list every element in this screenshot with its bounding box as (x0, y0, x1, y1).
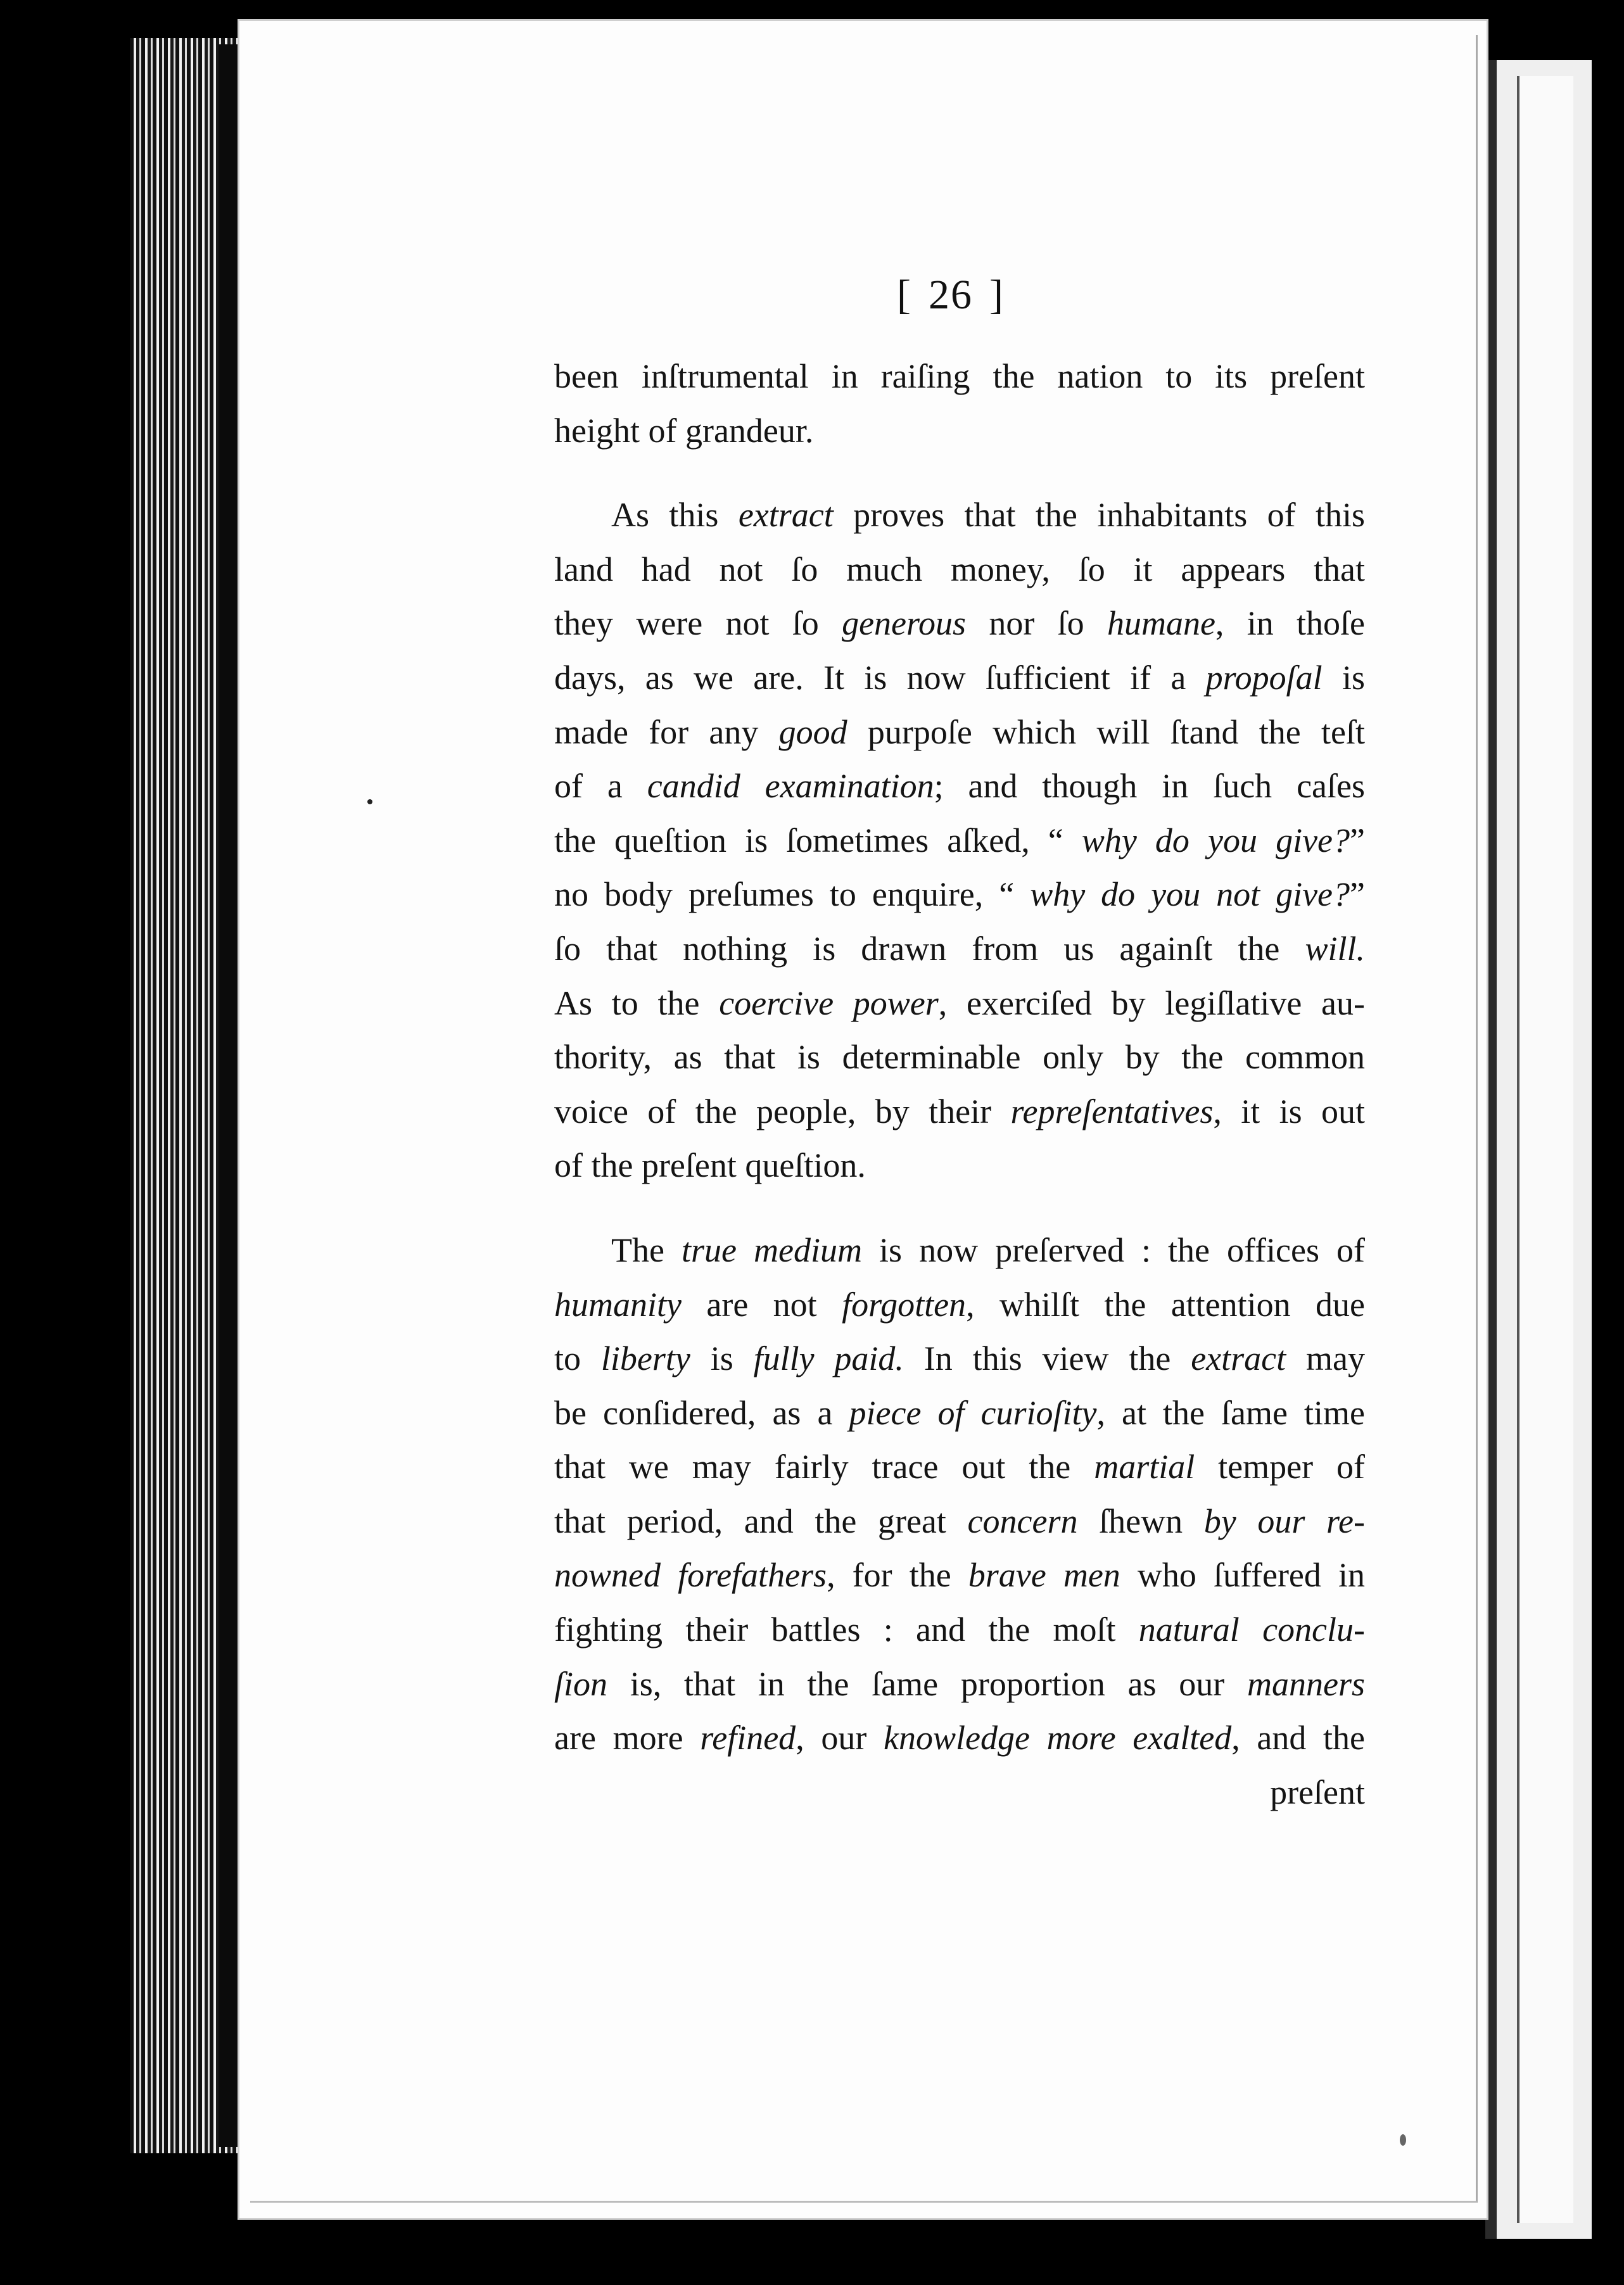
italic-text: brave men (968, 1556, 1120, 1595)
italic-text: piece of curioſity (849, 1393, 1097, 1432)
text-line: voice of the people, by their repreſentatives, it is out (554, 1092, 1365, 1130)
text-line: they were not ſo generous nor ſo humane, in thoſe (554, 604, 1365, 643)
italic-text: repreſentatives (1010, 1092, 1214, 1130)
italic-text: refined (700, 1719, 796, 1757)
text-line: of a candid examination; and though in ſuch caſes (554, 767, 1365, 806)
italic-text: nowned forefathers (554, 1556, 827, 1595)
text-line: been inſtrumental in raiſing the nation to its preſent (554, 357, 1365, 395)
bracket-left: [ (897, 272, 912, 318)
italic-text: fully paid. (753, 1339, 904, 1378)
text-line: be conſidered, as a piece of curioſity, at the ſame time (554, 1393, 1366, 1432)
italic-text: humanity (554, 1285, 682, 1324)
text-line: ſo that nothing is drawn from us againſt the will. (554, 929, 1365, 968)
text-line: humanity are not forgotten, whilſt the attention due (554, 1285, 1365, 1324)
text-line: height of grandeur. (554, 411, 814, 450)
italic-text: forgotten (842, 1285, 967, 1324)
text-line: ſion is, that in the ſame proportion as our manners (554, 1664, 1365, 1703)
facing-page-inner (1517, 76, 1573, 2223)
paragraph-gap (554, 1193, 1365, 1224)
italic-text: martial (1094, 1448, 1195, 1486)
italic-text: humane (1107, 604, 1215, 643)
body-text (554, 350, 1365, 1820)
italic-text: propoſal (1205, 658, 1323, 697)
text-line: that we may fairly trace out the martial temper of (554, 1448, 1365, 1486)
italic-text: why do you not give? (1030, 875, 1350, 914)
scan-speck (367, 799, 372, 804)
text-line: land had not ſo much money, ſo it appears that (554, 550, 1365, 588)
italic-text: true medium (682, 1231, 862, 1269)
text-line: the queſtion is ſometimes aſked, “ why do you give?” (554, 821, 1365, 859)
text-line: fighting their battles : and the moſt natural conclu- (554, 1611, 1365, 1649)
italic-text: why do you give? (1081, 821, 1350, 859)
text-line: As to the coercive power, exerciſed by legiſlative au- (554, 984, 1365, 1022)
text-line: of the preſent queſtion. (554, 1146, 866, 1185)
text-line: thority, as that is determinable only by the common (554, 1038, 1365, 1077)
paragraph-gap (554, 458, 1365, 488)
italic-text: knowledge more exalted (884, 1719, 1232, 1757)
italic-text: coercive power (719, 984, 939, 1022)
italic-text: by our re- (1203, 1502, 1365, 1540)
italic-text: candid examination (647, 767, 934, 806)
bracket-right: ] (989, 272, 1005, 318)
italic-text: will. (1305, 929, 1365, 968)
text-line: made for any good purpoſe which will ſtand the teſt (554, 712, 1365, 751)
text-line: nowned forefathers, for the brave men who ſuffered in (554, 1556, 1365, 1595)
italic-text: liberty (600, 1339, 690, 1378)
text-line: days, as we are. It is now ſufficient if a propoſal is (554, 658, 1365, 697)
italic-text: extract (1191, 1339, 1286, 1378)
text-line: The true medium is now preſerved : the offices of (611, 1231, 1365, 1269)
italic-text: extract (738, 496, 834, 535)
italic-text: concern (967, 1502, 1078, 1540)
italic-text: natural conclu- (1138, 1611, 1365, 1649)
text-line: are more refined, our knowledge more exalted, and the (554, 1719, 1365, 1757)
scan-speck (1400, 2134, 1406, 2146)
text-line: to liberty is fully paid. In this view the extract may (554, 1339, 1365, 1378)
italic-text: generous (842, 604, 967, 643)
text-line: As this extract proves that the inhabitants of this (611, 496, 1365, 535)
page-number: 26 (928, 272, 973, 318)
text-line: no body preſumes to enquire, “ why do you not give?” (554, 875, 1365, 914)
italic-text: good (778, 712, 847, 751)
italic-text: ſion (554, 1664, 608, 1703)
page-number-header (880, 271, 1089, 319)
text-line: that period, and the great concern ſhewn by our re- (554, 1502, 1365, 1540)
catchword: preſent (1270, 1773, 1365, 1811)
italic-text: manners (1247, 1664, 1365, 1703)
